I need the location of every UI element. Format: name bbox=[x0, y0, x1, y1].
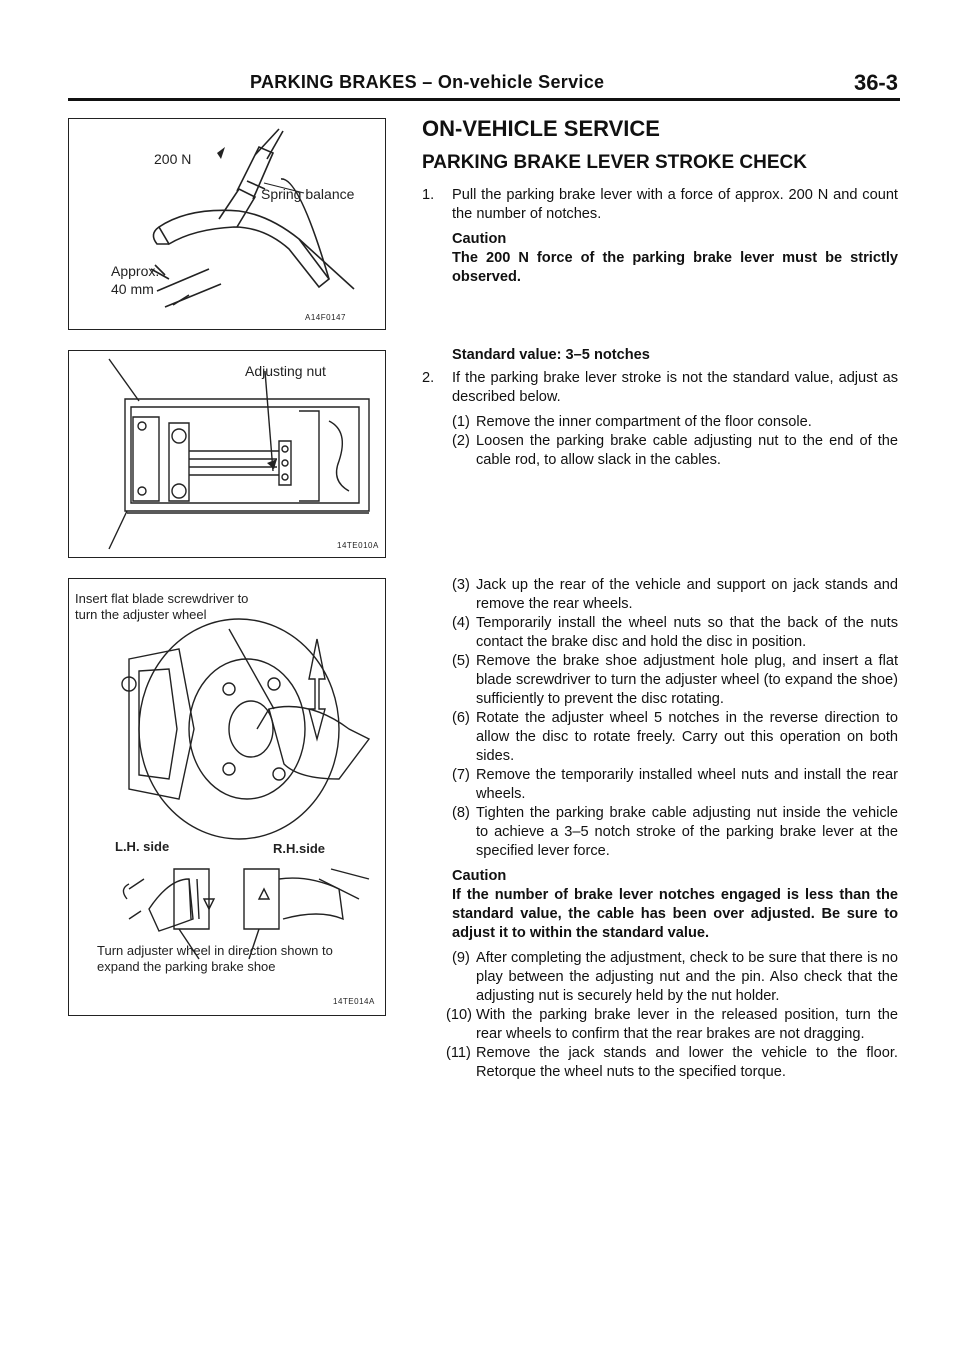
header-rule bbox=[68, 98, 900, 101]
label-turn-1: Turn adjuster wheel in direction shown to bbox=[97, 943, 333, 958]
substep-number: (8) bbox=[452, 805, 470, 821]
caution-1 bbox=[422, 230, 898, 287]
substep bbox=[422, 949, 898, 1006]
figure-adjusting-nut bbox=[68, 350, 386, 558]
substep-number: (9) bbox=[452, 950, 470, 966]
substep-text: Tighten the parking brake cable adjusting nut inside the vehicle to achieve a 3–5 notch stroke of the parking brake lever at the specified lever force. bbox=[476, 805, 898, 859]
substep bbox=[422, 432, 898, 470]
caution-title: Caution bbox=[452, 231, 507, 247]
figure-code: A14F0147 bbox=[305, 313, 346, 322]
standard-value: Standard value: 3–5 notches bbox=[452, 347, 650, 363]
figure-spring-balance bbox=[68, 118, 386, 330]
substep-number: (4) bbox=[452, 615, 470, 631]
main-heading: ON-VEHICLE SERVICE bbox=[422, 116, 660, 141]
substep bbox=[422, 709, 898, 766]
substep-number: (5) bbox=[452, 653, 470, 669]
step-number: 2. bbox=[422, 370, 435, 386]
substep-text: With the parking brake lever in the released position, turn the rear wheels to confirm that the rear brakes are not dragging. bbox=[476, 1007, 898, 1042]
lever-illustration bbox=[69, 119, 385, 329]
section-heading: PARKING BRAKE LEVER STROKE CHECK bbox=[422, 152, 807, 173]
label-adjusting-nut: Adjusting nut bbox=[245, 363, 326, 379]
label-approx: Approx. bbox=[111, 263, 160, 279]
figure-code: 14TE014A bbox=[333, 997, 375, 1006]
substep-text: Remove the jack stands and lower the vehicle to the floor. Retorque the wheel nuts to the specified torque. bbox=[476, 1045, 898, 1080]
substep bbox=[422, 576, 898, 614]
step-text: Pull the parking brake lever with a force of approx. 200 N and count the number of notches. bbox=[452, 187, 898, 222]
caution-2 bbox=[422, 867, 898, 943]
substep-text: Remove the temporarily installed wheel nuts and install the rear wheels. bbox=[476, 767, 898, 802]
substep-text: After completing the adjustment, check to be sure that there is no play between the adjusting nut and the pin. Also check that the adjusting nut is securely held by the nut holder. bbox=[476, 950, 898, 1004]
text-block-2 bbox=[422, 346, 898, 470]
label-distance: 40 mm bbox=[111, 281, 154, 297]
substeps-c bbox=[422, 949, 898, 1082]
substep-number: (3) bbox=[452, 577, 470, 593]
substep bbox=[422, 1006, 898, 1044]
substep bbox=[422, 614, 898, 652]
label-spring-balance: Spring balance bbox=[261, 186, 355, 202]
page-number: 36-3 bbox=[853, 70, 898, 95]
text-block-1 bbox=[422, 186, 898, 287]
substep bbox=[422, 1044, 898, 1082]
label-instruction-2: turn the adjuster wheel bbox=[75, 607, 207, 622]
substeps-a bbox=[422, 413, 898, 470]
substep-text: Temporarily install the wheel nuts so that the back of the nuts contact the brake disc and hold the disc in position. bbox=[476, 615, 898, 650]
substep bbox=[422, 804, 898, 861]
substep-text: Jack up the rear of the vehicle and support on jack stands and remove the rear wheels. bbox=[476, 577, 898, 612]
substep-number: (1) bbox=[452, 414, 470, 430]
substep bbox=[422, 652, 898, 709]
substep-text: Remove the brake shoe adjustment hole plug, and insert a flat blade screwdriver to turn the adjuster wheel (to expand the shoe) sufficiently to prevent the disc rotating. bbox=[476, 653, 898, 707]
label-lh-side: L.H. side bbox=[115, 839, 170, 854]
label-rh-side: R.H.side bbox=[273, 841, 326, 856]
substep-number: (6) bbox=[452, 710, 470, 726]
substep-number: (7) bbox=[452, 767, 470, 783]
label-instruction-1: Insert flat blade screwdriver to bbox=[75, 591, 249, 606]
substep-number: (11) bbox=[446, 1045, 471, 1061]
step-text: If the parking brake lever stroke is not the standard value, adjust as described below. bbox=[452, 370, 898, 405]
figure-code: 14TE010A bbox=[337, 541, 379, 550]
substep bbox=[422, 766, 898, 804]
page-header-title bbox=[250, 72, 604, 93]
text-block-3 bbox=[422, 576, 898, 1082]
header-dash: – bbox=[422, 72, 433, 92]
caution-body: If the number of brake lever notches engaged is less than the standard value, the cable has been over adjusted. Be sure to adjust it to within the standard value. bbox=[452, 887, 898, 941]
caution-title: Caution bbox=[452, 868, 507, 884]
substep-number: (2) bbox=[452, 433, 470, 449]
label-turn-2: expand the parking brake shoe bbox=[97, 959, 276, 974]
label-force: 200 N bbox=[154, 151, 192, 167]
step-2 bbox=[422, 369, 898, 407]
substep-text: Loosen the parking brake cable adjusting nut to the end of the cable rod, to allow slack in the cables. bbox=[476, 433, 898, 468]
header-title: PARKING BRAKES bbox=[250, 72, 417, 92]
substep-number: (10) bbox=[446, 1007, 472, 1023]
substep-text: Rotate the adjuster wheel 5 notches in the reverse direction to allow the disc to rotate freely. Carry out this operation on both sides. bbox=[476, 710, 898, 764]
header-subtitle: On-vehicle Service bbox=[437, 72, 605, 92]
caution-body: The 200 N force of the parking brake lever must be strictly observed. bbox=[452, 250, 898, 285]
step-1 bbox=[422, 186, 898, 224]
substep-text: Remove the inner compartment of the floor console. bbox=[476, 414, 812, 430]
figure-adjuster-wheel bbox=[68, 578, 386, 1016]
console-illustration bbox=[69, 351, 385, 557]
step-number: 1. bbox=[422, 187, 435, 203]
substep bbox=[422, 413, 898, 432]
